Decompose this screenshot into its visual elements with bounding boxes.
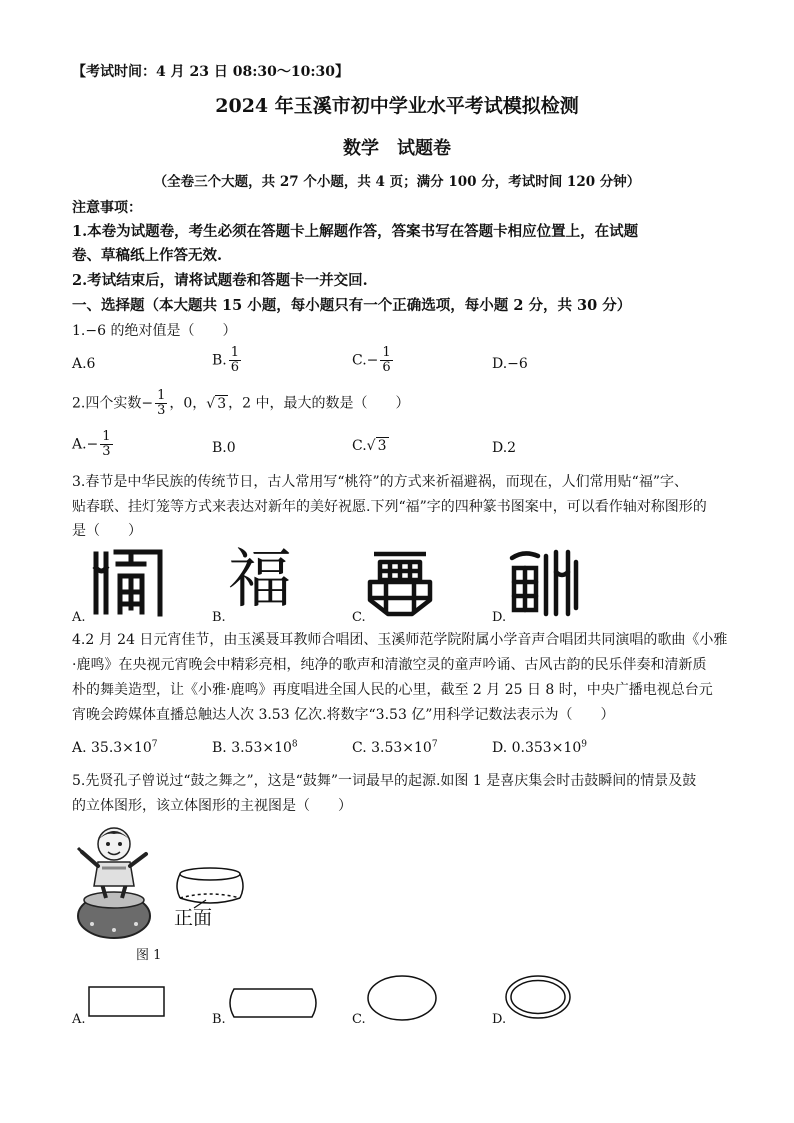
seal-fu-glyph-a <box>90 548 166 618</box>
q4-option-c: C. $3.53\times 10^7$ <box>352 739 438 756</box>
seal-fu-glyph-d <box>506 548 580 618</box>
q3-option-a: A. <box>72 610 86 625</box>
q4-line-4: 宵晚会跨媒体直播总触达人次 3.53 亿次.将数字“3.53 亿”用科学记数法表示为（ ） <box>72 707 615 723</box>
q1-option-a: A.6 <box>72 356 96 372</box>
notice-heading: 注意事项： <box>72 200 142 216</box>
notice-item-1-line-1: 1.本卷为试题卷，考生必须在答题卡上解题作答，答案书写在答题卡相应位置上，在试题 <box>72 223 639 240</box>
q2-option-c: C.√ 3 <box>352 438 387 454</box>
q5-option-b-shape <box>226 988 320 1018</box>
figure-1-caption: 图 1 <box>136 948 162 963</box>
q5-option-a: A. <box>72 1012 86 1027</box>
exam-time: 【考试时间：4 月 23 日 08:30～10:30】 <box>72 64 349 80</box>
q5-line-2: 的立体图形，该立体图形的主视图是（ ） <box>72 798 352 814</box>
q1-option-c: C.− $\frac{1}{6}$ <box>352 345 391 375</box>
q3-option-b: B. <box>212 610 226 625</box>
q3-option-d: D. <box>492 610 507 625</box>
q5-option-a-shape <box>88 986 166 1018</box>
q3-line-3: 是（ ） <box>72 523 142 539</box>
q4-line-2: ·鹿鸣》在央视元宵晚会中精彩亮相，纯净的歌声和清澈空灵的童声吟诵、古风古韵的民乐伴奏和清新质 <box>72 657 707 673</box>
q1-option-b: B. $\frac{1}{6}$ <box>212 345 240 375</box>
q3-line-2: 贴春联、挂灯笼等方式来表达对新年的美好祝愿.下列“福”字的四种篆书图案中，可以看作轴对称图形的 <box>72 499 707 515</box>
front-label: 正面 <box>174 907 213 929</box>
q5-option-b: B. <box>212 1012 226 1027</box>
page-title: 2024 年玉溪市初中学业水平考试模拟检测 <box>215 95 579 117</box>
q4-option-d: D. $0.353\times 10^9$ <box>492 739 587 756</box>
q2-stem: 2.四个实数− $\frac{1}{3}$ ，0，√ 3 ，2 中，最大的数是（ ） <box>72 388 410 418</box>
q3-option-c: C. <box>352 610 366 625</box>
exam-info: （全卷三个大题，共 27 个小题，共 4 页；满分 100 分，考试时间 120 分钟） <box>153 174 641 190</box>
q2-option-d: D.2 <box>492 440 517 456</box>
seal-fu-glyph-b: 福 <box>228 543 292 617</box>
section-1-heading: 一、选择题（本大题共 15 小题，每小题只有一个正确选项，每小题 2 分，共 30 分） <box>72 297 632 314</box>
seal-fu-glyph-c <box>366 548 434 618</box>
q2-option-a: A.− $\frac{1}{3}$ <box>72 429 111 459</box>
q5-option-d-shape <box>504 974 572 1020</box>
page-subtitle: 数学 试题卷 <box>343 138 451 159</box>
q4-line-3: 朴的舞美造型，让《小雅·鹿鸣》再度唱进全国人民的心里，截至 2 月 25 日 8 时，中央广播电视总台元 <box>72 682 713 698</box>
q2-option-b: B.0 <box>212 440 236 456</box>
q4-option-b: B. $3.53\times 10^8$ <box>212 739 298 756</box>
q5-option-c: C. <box>352 1012 366 1027</box>
notice-item-1-line-2: 卷、草稿纸上作答无效. <box>72 247 223 264</box>
q4-option-a: A. $35.3\times 10^7$ <box>72 739 158 756</box>
notice-item-2: 2.考试结束后，请将试题卷和答题卡一并交回. <box>72 272 368 289</box>
q5-option-c-shape <box>366 974 438 1022</box>
drum-3d-shape <box>174 866 246 908</box>
q5-option-d: D. <box>492 1012 507 1027</box>
drummer-illustration <box>72 822 162 942</box>
q4-line-1: 4.2 月 24 日元宵佳节，由玉溪聂耳教师合唱团、玉溪师范学院附属小学音声合唱团共同演唱的歌曲《小雅 <box>72 632 728 648</box>
q1-option-d: D.−6 <box>492 356 528 372</box>
q1-stem: 1.−6 的绝对值是（ ） <box>72 323 237 339</box>
q5-line-1: 5.先贤孔子曾说过“鼓之舞之”，这是“鼓舞”一词最早的起源.如图 1 是喜庆集会时击鼓瞬间的情景及鼓 <box>72 773 697 789</box>
q3-line-1: 3.春节是中华民族的传统节日，古人常用写“桃符”的方式来祈福避祸，而现在，人们常用贴“福”字、 <box>72 474 688 490</box>
